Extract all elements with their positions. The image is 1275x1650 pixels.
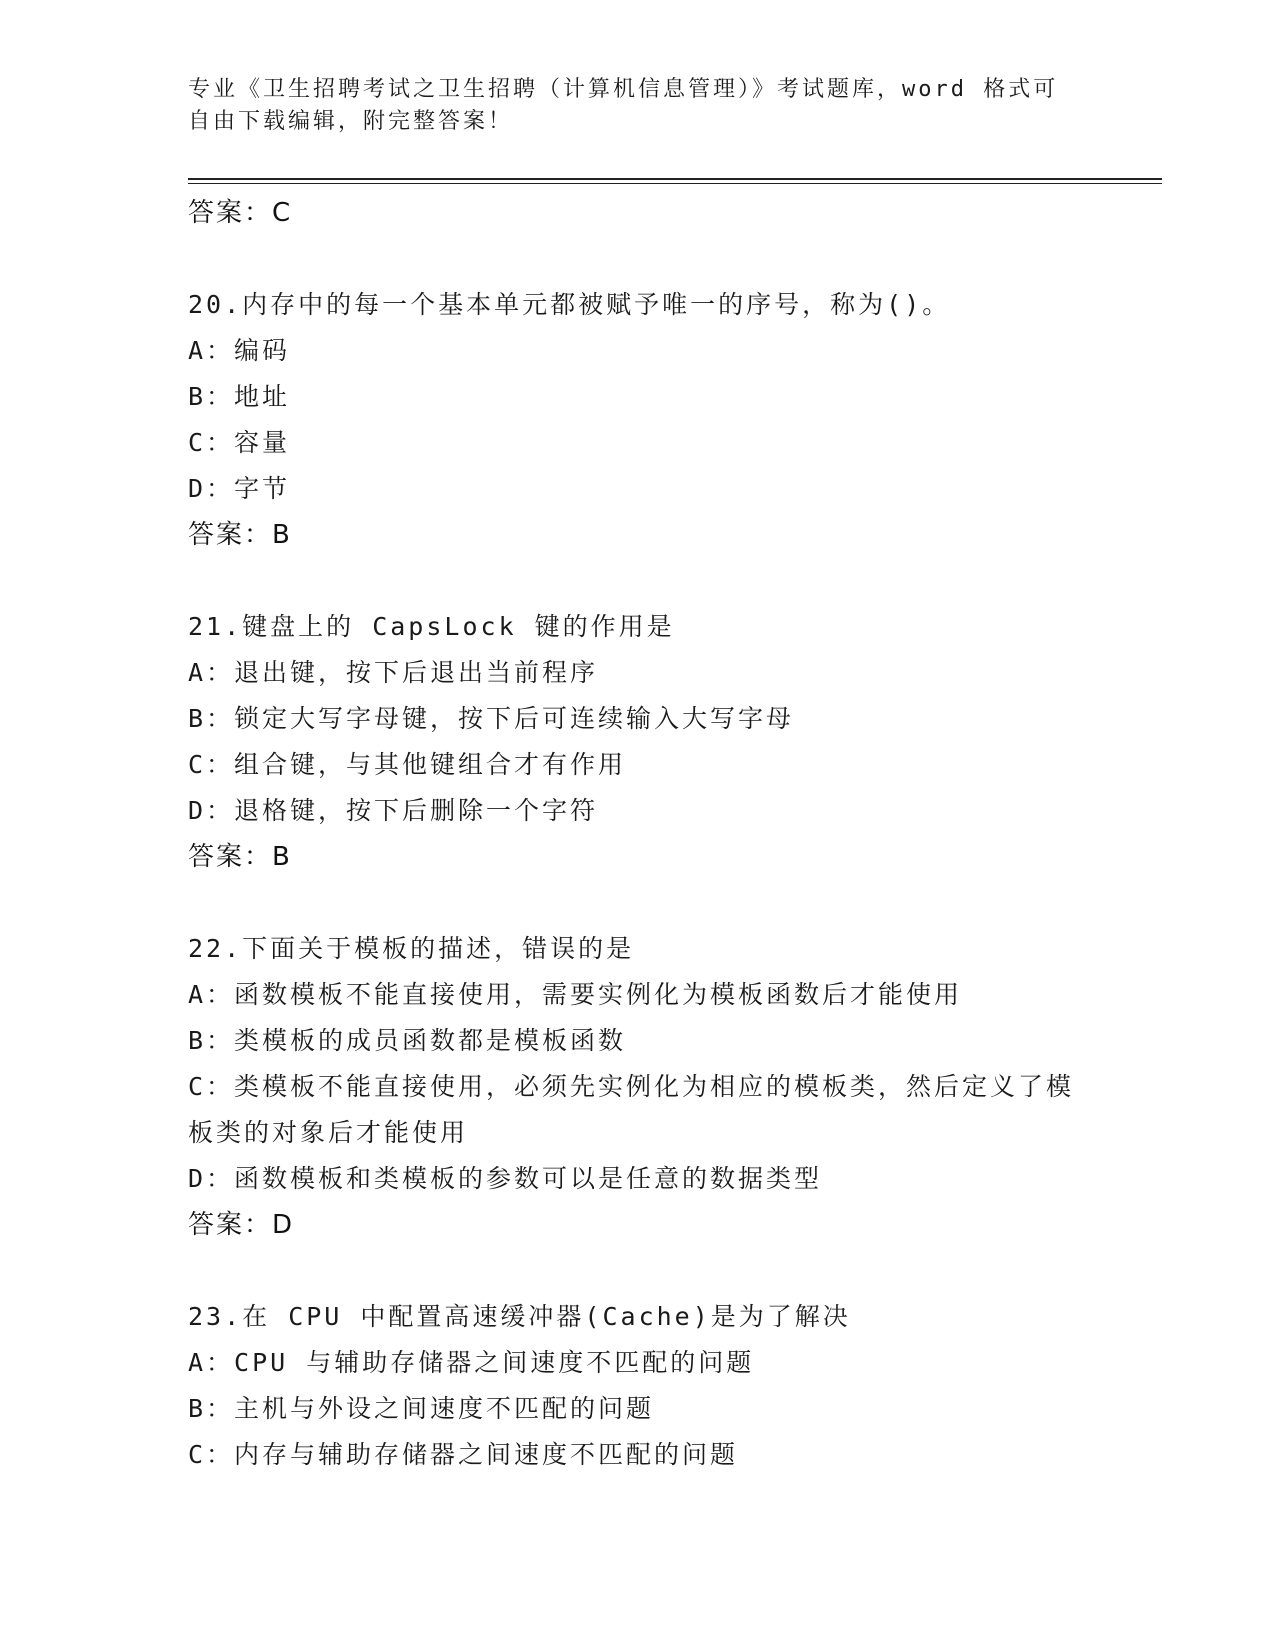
- question-21: [188, 604, 1088, 880]
- question-stem: 22.下面关于模板的描述，错误的是: [188, 934, 635, 963]
- option-a: A：函数模板不能直接使用，需要实例化为模板函数后才能使用: [188, 980, 963, 1009]
- option-c: C：内存与辅助存储器之间速度不匹配的问题: [188, 1440, 739, 1469]
- option-d: D：退格键，按下后删除一个字符: [188, 796, 599, 825]
- option-b: B：地址: [188, 382, 291, 411]
- question-stem: 23.在 CPU 中配置高速缓冲器(Cache)是为了解决: [188, 1302, 851, 1331]
- question-20: [188, 282, 1088, 558]
- option-c: C：容量: [188, 428, 291, 457]
- question-list: [188, 190, 1088, 1478]
- option-a: A：CPU 与辅助存储器之间速度不匹配的问题: [188, 1348, 755, 1377]
- document-header: 专业《卫生招聘考试之卫生招聘（计算机信息管理）》考试题库，word 格式可自由下载编辑，附完整答案！: [188, 77, 1059, 134]
- answer-line: 答案：B: [188, 520, 292, 550]
- option-c: C：类模板不能直接使用，必须先实例化为相应的模板类，然后定义了模板类的对象后才能使用: [188, 1072, 1075, 1147]
- option-b: B：主机与外设之间速度不匹配的问题: [188, 1394, 655, 1423]
- option-b: B：锁定大写字母键，按下后可连续输入大写字母: [188, 704, 795, 733]
- question-22: [188, 926, 1088, 1248]
- option-a: A：编码: [188, 336, 291, 365]
- option-d: D：字节: [188, 474, 291, 503]
- answer-line: 答案：B: [188, 842, 292, 872]
- question-23: [188, 1294, 1088, 1478]
- header-divider-top: [188, 178, 1162, 180]
- answer-line: 答案：D: [188, 1210, 295, 1240]
- header-divider-bottom: [188, 183, 1162, 184]
- option-a: A：退出键，按下后退出当前程序: [188, 658, 599, 687]
- question-stem: 20.内存中的每一个基本单元都被赋予唯一的序号，称为()。: [188, 290, 951, 319]
- answer-line: 答案：C: [188, 198, 293, 228]
- option-d: D：函数模板和类模板的参数可以是任意的数据类型: [188, 1164, 823, 1193]
- question-stem: 21.键盘上的 CapsLock 键的作用是: [188, 612, 675, 641]
- option-c: C：组合键，与其他键组合才有作用: [188, 750, 627, 779]
- option-b: B：类模板的成员函数都是模板函数: [188, 1026, 627, 1055]
